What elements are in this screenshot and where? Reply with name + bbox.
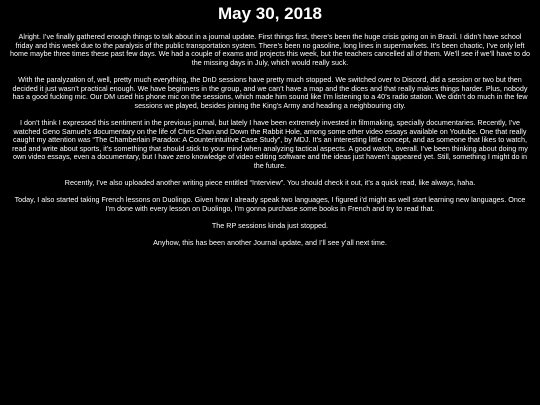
paragraph-sign-off: Anyhow, this has been another Journal update, and I’ll see y’all next time. <box>153 238 387 248</box>
paragraph-filmmaking: I don’t think I expressed this sentiment in the previous journal, but lately I have been extremely invested in filmmaking, specially documentaries. Recently, I’ve watched Geno Samuel’s documentary on the life of Chris Chan and Down the Rabbit Hole, among some other video essays available on Youtube. One that really caught my attention was “The Chamberlain Paradox: A Counterintuitive Case Study”, by MDJ. It’s an interesting little concept, and as someone that likes to watch, read and write about sports, it’s something that should stick to your mind when analyzing tactical aspects. A good watch, overall. I’ve been thinking about doing my own video essays, even a documentary, but I have zero knowledge of video editing software and the ideas just haven’t appeared yet. Still, something I might do in the future. <box>12 117 528 170</box>
paragraph-writing-piece: Recently, I’ve also uploaded another writing piece entitled “Interview”. You should check it out, it’s a quick read, like always, haha. <box>64 178 476 188</box>
paragraph-rp-sessions: The RP sessions kinda just stopped. <box>211 221 329 231</box>
paragraph-dnd-sessions: With the paralyzation of, well, pretty much everything, the DnD sessions have pretty much stopped. We switched over to Discord, did a session or two but then decided it just wasn’t practical enough. We have beginners in the group, and we can’t have a map and the dices and that really makes things harder. Plus, nobody has a good fucking mic. Our DM used his phone mic on the sessions, which made him sound like I’m listening to a 40’s radio station. We didn’t do much in the few sessions we played, besides joining the King’s Army and heading a neighbouring city. <box>12 74 528 110</box>
paragraph-french-lessons: Today, I also started taking French lessons on Duolingo. Given how I already speak two languages, I figured i’d might as well start learning new languages. Once I’m done with every lesson on Duolingo, I’m gonna purchase some books in French and try to read that. <box>14 195 526 213</box>
paragraph-brazil-crisis: Alright. I’ve finally gathered enough things to talk about in a journal update. First things first, there’s been the huge crisis going on in Brazil. I didn’t have school friday and this week due to the paralysis of the public transportation system. There’s been no gasoline, long lines in supermarkets. It’s been chaotic, I’ve only left home maybe three times these past few days. We had a couple of exams and projects this week, but the teachers cancelled all of them. We’ll see if we’ll have to do the missing days in July, which would really suck. <box>10 32 530 67</box>
journal-date-title: May 30, 2018 <box>218 4 322 23</box>
